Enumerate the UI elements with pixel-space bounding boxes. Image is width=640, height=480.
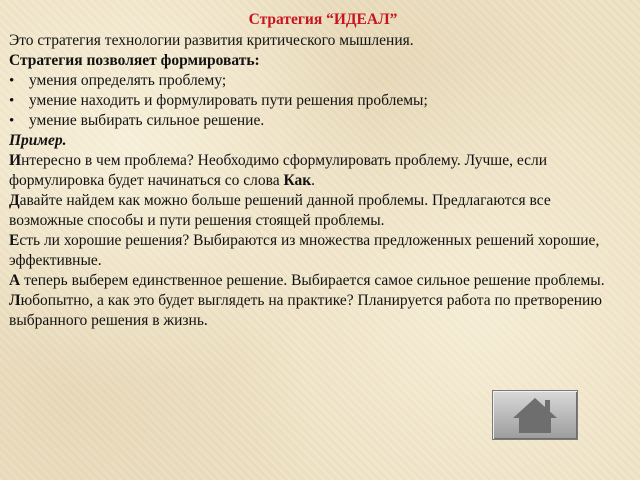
intro-text: Это стратегия технологии развития критического мышления. <box>9 32 414 49</box>
list-item: • умение выбирать сильное решение. <box>9 111 627 131</box>
list-item: • умение находить и формулировать пути решения проблемы; <box>9 91 627 111</box>
paragraph-a <box>9 271 627 291</box>
paragraph-text: нтересно в чем проблема? Необходимо сформулировать проблему. Лучше, если формулировка будет начинаться со слова <box>9 152 547 189</box>
paragraph-text: юбопытно, а как это будет выглядеть на практике? Планируется работа по претворению выбранного решения в жизнь. <box>9 292 602 329</box>
paragraph-initial: Д <box>9 192 20 209</box>
skills-list <box>9 71 627 131</box>
paragraph-e <box>9 231 627 271</box>
home-button[interactable] <box>492 390 578 440</box>
paragraph-i <box>9 151 627 191</box>
paragraph-text: сть ли хорошие решения? Выбираются из множества предложенных решений хорошие, эффективные. <box>9 232 600 269</box>
paragraph-l <box>9 291 627 331</box>
paragraph-initial: Л <box>9 292 21 309</box>
list-item: • умения определять проблему; <box>9 71 627 91</box>
paragraph-tail: . <box>311 172 316 189</box>
paragraph-initial: А <box>9 272 21 289</box>
paragraph-d <box>9 191 627 231</box>
slide-title: Стратегия “ИДЕАЛ” <box>248 11 398 28</box>
paragraph-keyword: Как <box>283 172 312 189</box>
home-icon <box>493 391 577 439</box>
paragraph-initial: Е <box>9 232 20 249</box>
paragraph-initial: И <box>9 152 22 169</box>
slide-content <box>9 10 627 331</box>
example-label: Пример. <box>9 132 67 149</box>
paragraph-text: авайте найдем как можно больше решений данной проблемы. Предлагаются все возможные способы и пути решения стоящей проблемы. <box>9 192 551 229</box>
allows-heading: Стратегия позволяет формировать: <box>9 52 260 69</box>
paragraph-text: теперь выберем единственное решение. Выбирается самое сильное решение проблемы. <box>20 272 605 289</box>
